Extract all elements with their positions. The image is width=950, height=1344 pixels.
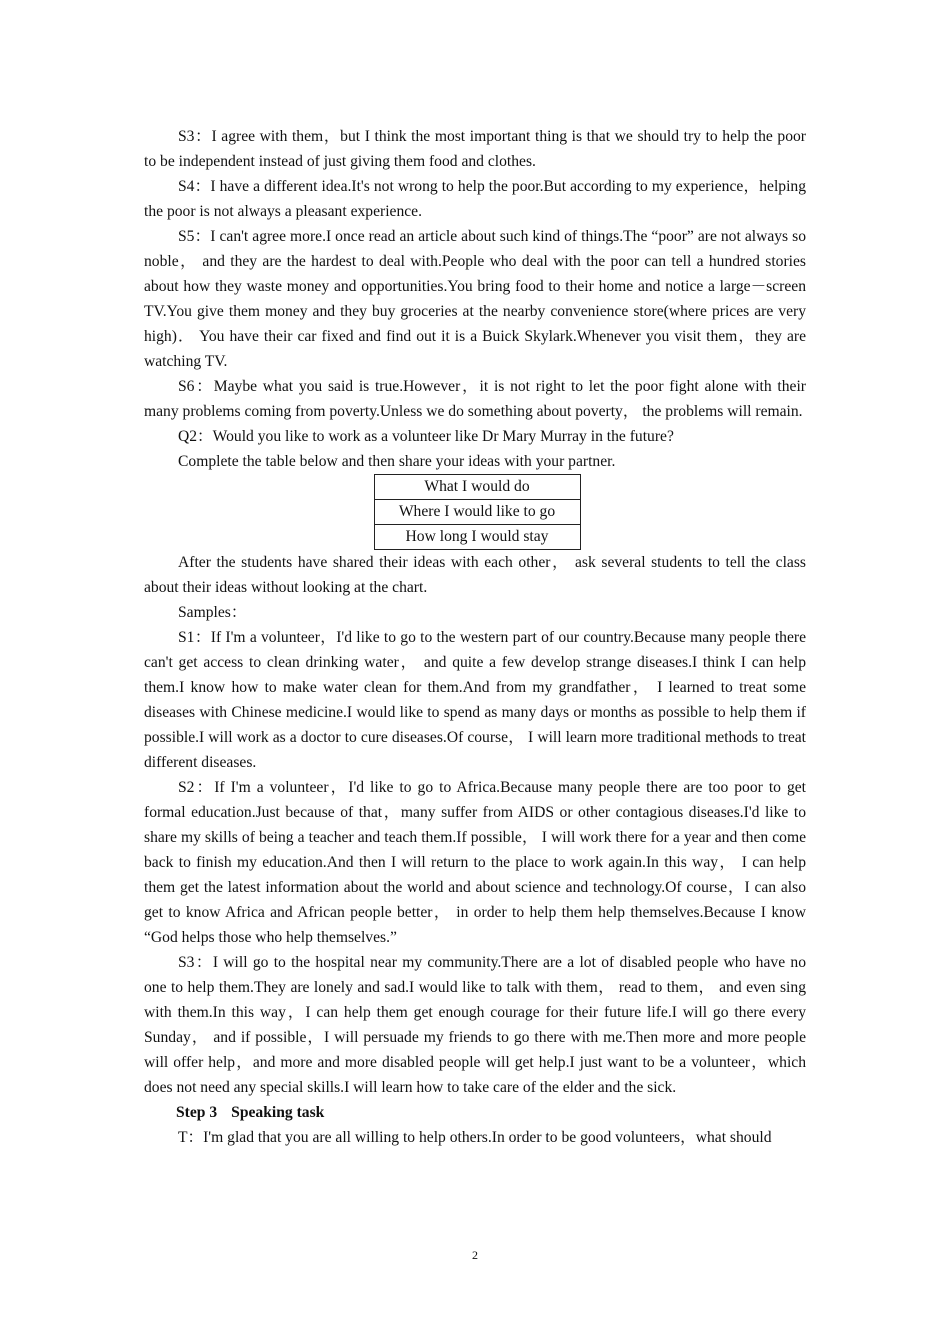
paragraph-s6-maybe-true: S6：Maybe what you said is true.However，it is not right to let the poor fight alone with their many problems coming from poverty.Unless we do something about poverty， the problems will remain. [144,378,806,420]
step-heading [144,1100,806,1125]
table-row [374,500,580,525]
sample-s2: S2：If I'm a volunteer，I'd like to go to Africa.Because many people there are too poor to get formal education.Just because of that，many suffer from AIDS or other contagious diseases.I'd like to share my skills of being a teacher and teach them.If possible， I will work there for a year and then come back to finish my education.And then I will return to the place to work again.In this way， I can help them get the latest information about the world and about science and technology.Of course，I can also get to know Africa and African people better， in order to help them help themselves.Because I know “God helps those who help themselves.” [144,779,806,946]
sample-s1: S1：If I'm a volunteer，I'd like to go to the western part of our country.Because many people there can't get access to clean drinking water， and quite a few develop strange diseases.I think I can help them.I know how to make water clean for them.And from my grandfather， I learned to treat some diseases with Chinese medicine.I would like to spend as many days or months as possible to help them if possible.I will work as a doctor to cure diseases.Of course， I will learn more traditional methods to treat different diseases. [144,629,806,771]
volunteer-plan-table [374,474,581,550]
step-number: Step 3 [176,1104,218,1121]
paragraph-s5-cant-agree-more: S5：I can't agree more.I once read an article about such kind of things.The “poor” are not always so noble， and they are the hardest to deal with.People who deal with the poor can tell a hundred stories about how they waste money and opportunities.You bring food to their home and notice a large－screen TV.You give them money and they buy groceries at the nearby convenience store(where prices are very high)． You have their car fixed and find out it is a Buick Skylark.Whenever you visit them，they are watching TV. [144,228,806,370]
paragraph-s3-agree: S3：I agree with them，but I think the most important thing is that we should try to help the poor to be independent instead of just giving them food and clothes. [144,128,806,170]
page-number: 2 [472,1248,478,1262]
paragraph-after-sharing: After the students have shared their ideas with each other， ask several students to tell the class about their ideas without looking at the chart. [144,554,806,596]
samples-label: Samples： [178,604,247,621]
question-q2: Q2：Would you like to work as a volunteer like Dr Mary Murray in the future? [178,428,674,445]
table-cell-what-i-would-do: What I would do [374,475,580,500]
step-title: Speaking task [231,1104,325,1121]
table-row [374,475,580,500]
paragraph-teacher-speaking: T：I'm glad that you are all willing to help others.In order to be good volunteers，what should [178,1129,772,1146]
table-row [374,525,580,550]
table-cell-how-long-i-would-stay: How long I would stay [374,525,580,550]
paragraph-s4-different-idea: S4：I have a different idea.It's not wrong to help the poor.But according to my experience，helping the poor is not always a pleasant experience. [144,178,806,220]
table-cell-where-i-would-go: Where I would like to go [374,500,580,525]
table-instruction: Complete the table below and then share your ideas with your partner. [178,453,616,470]
sample-s3: S3：I will go to the hospital near my community.There are a lot of disabled people who have no one to help them.They are lonely and sad.I would like to talk with them， read to them， and even sing with them.In this way，I can help them get enough courage for their future life.I will go there every Sunday， and if possible，I will persuade my friends to go there with me.Then more and more people will offer help，and more and more disabled people will get help.I just want to be a volunteer，which does not need any special skills.I will learn how to take care of the elder and the sick. [144,954,806,1096]
document-page [144,124,806,1150]
